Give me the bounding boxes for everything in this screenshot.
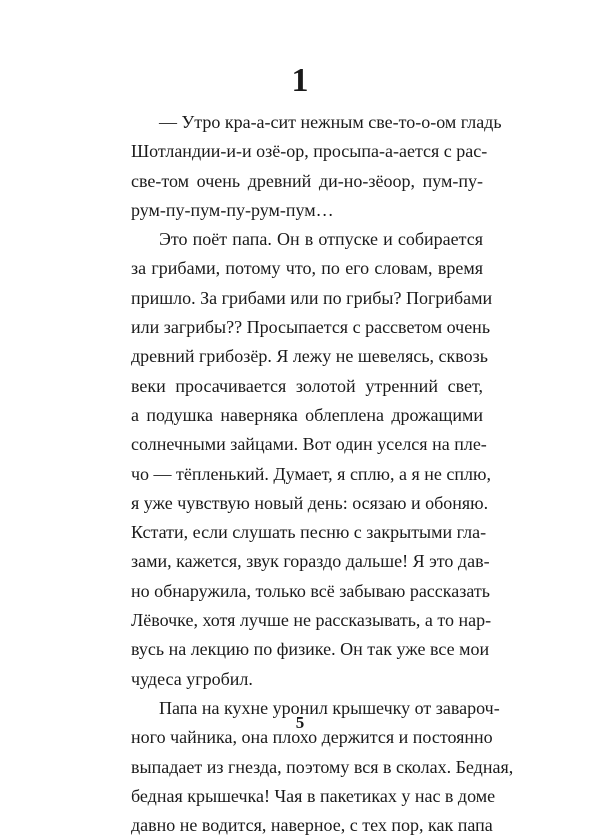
text-line: чудеса угробил. xyxy=(131,668,253,689)
text-line: чо — тёпленький. Думает, я сплю, а я не сплю, xyxy=(131,463,491,484)
text-line: пришло. За грибами или по грибы? Погрибами xyxy=(131,287,493,308)
text-line: Это поёт папа. Он в отпуске и собирается xyxy=(159,229,483,250)
paragraph xyxy=(131,108,502,225)
text-line: я уже чувствую новый день: осязаю и обоняю. xyxy=(131,492,489,513)
text-line: вусь на лекцию по физике. Он так уже все мои xyxy=(131,639,490,660)
text-line: древний грибозёр. Я лежу не шевелясь, сквозь xyxy=(131,346,488,367)
text-line: веки просачивается золотой утренний свет, xyxy=(131,375,483,396)
text-line: а подушка наверняка облеплена дрожащими xyxy=(131,404,483,425)
text-line: ного чайника, она плохо держится и постоянно xyxy=(131,727,493,748)
text-line: Шотландии-и-и озё-ор, просыпа-а-ается с рас- xyxy=(131,141,488,162)
text-line: Лёвочке, хотя лучше не рассказывать, а то нар- xyxy=(131,610,492,631)
text-line: Кстати, если слушать песню с закрытыми гла- xyxy=(131,522,487,543)
page-number: 5 xyxy=(295,713,305,732)
text-line: све-том очень древний ди-но-зёоор, пум-пу- xyxy=(131,170,483,191)
text-line: зами, кажется, звук гораздо дальше! Я это дав- xyxy=(131,551,490,572)
text-line: — Утро кра-а-сит нежным све-то-о-ом гладь xyxy=(159,112,502,132)
text-line: бедная крышечка! Чая в пакетиках у нас в доме xyxy=(131,785,496,806)
text-line: давно не водится, наверное, с тех пор, как папа xyxy=(131,815,493,836)
text-line: или загрибы?? Просыпается с рассветом очень xyxy=(131,317,491,338)
text-line: но обнаружила, только всё забываю рассказать xyxy=(131,580,490,601)
text-line: за грибами, потому что, по его словам, время xyxy=(131,258,483,279)
text-line: выпадает из гнезда, поэтому вся в сколах. Бедная, xyxy=(131,756,514,777)
chapter-number: 1 xyxy=(291,62,309,99)
text-line: Папа на кухне уронил крышечку от завароч- xyxy=(159,697,500,718)
paragraph xyxy=(131,225,493,694)
text-line: рум-пу-пум-пу-рум-пум… xyxy=(131,199,334,220)
text-line: солнечными зайцами. Вот один уселся на пле- xyxy=(131,434,487,455)
